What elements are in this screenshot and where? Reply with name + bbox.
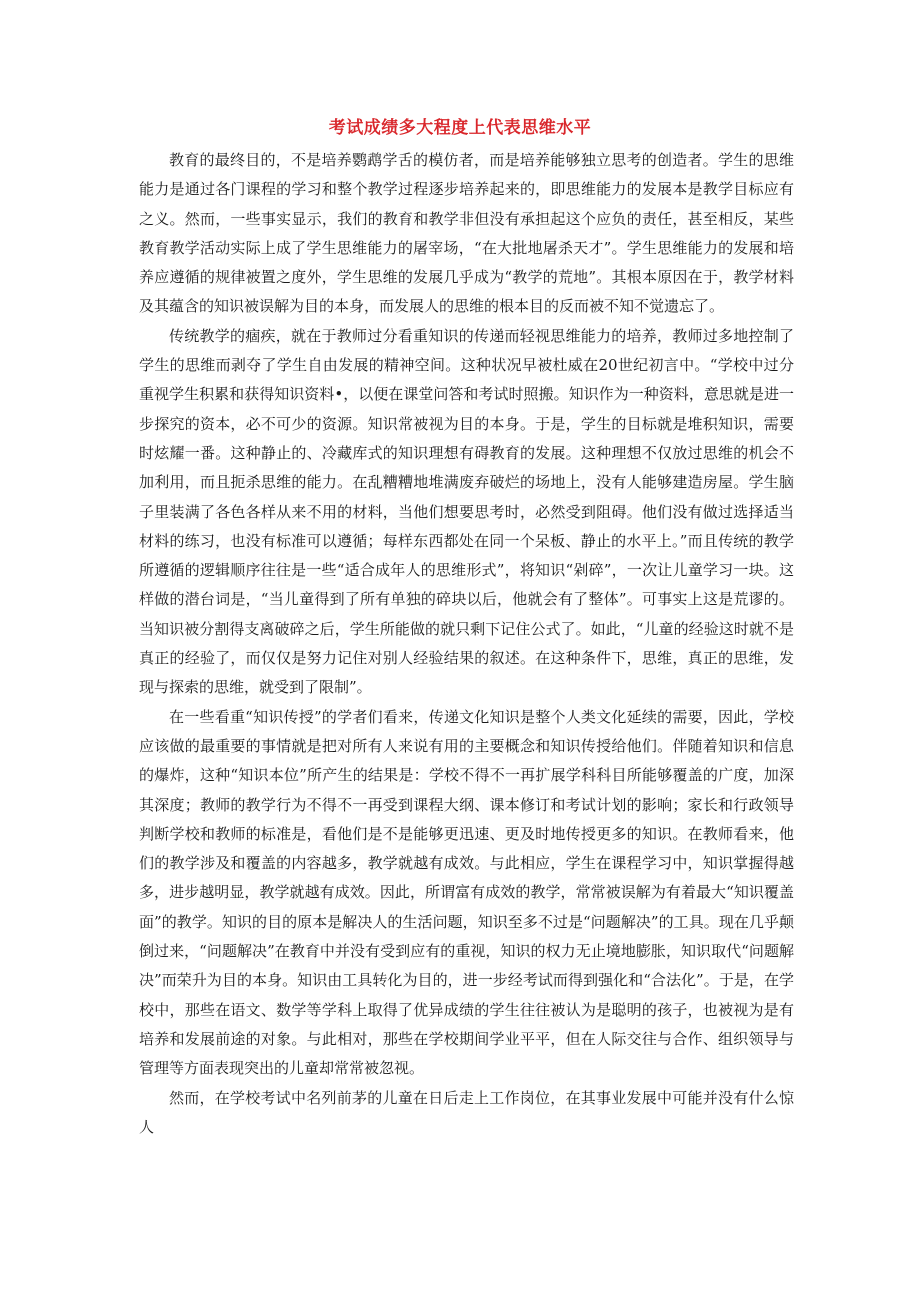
paragraph-2: 传统教学的痼疾，就在于教师过分看重知识的传递而轻视思维能力的培养，教师过多地控制了学生的思维而剥夺了学生自由发展的精神空间。这种状况早被杜威在20世纪初言中。“学校中过分重视学生积累和获得知识资料•，以便在课堂问答和考试时照搬。知识作为一种资料，意思就是进一步探究的资本，必不可少的资源。知识常被视为目的本身。于是，学生的目标就是堆积知识，需要时炫耀一番。这种静止的、冷藏库式的知识理想有碍教育的发展。这种理想不仅放过思维的机会不加利用，而且扼杀思维的能力。在乱糟糟地堆满废弃破烂的场地上，没有人能够建造房屋。学生脑子里装满了各色各样从来不用的材料，当他们想要思考时，必然受到阻碍。他们没有做过选择适当材料的练习，也没有标准可以遵循；每样东西都处在同一个呆板、静止的水平上。”而且传统的教学所遵循的逻辑顺序往往是一些“适合成年人的思维形式”，将知识“剁碎”，一次让儿童学习一块。这样做的潜台词是，“当儿童得到了所有单独的碎块以后，他就会有了整体”。可事实上这是荒谬的。当知识被分割得支离破碎之后，学生所能做的就只剩下记住公式了。如此，“儿童的经验这时就不是真正的经验了，而仅仅是努力记住对别人经验结果的叙述。在这种条件下，思维，真正的思维，发现与探索的思维，就受到了限制”。 — [139, 326, 794, 697]
paragraph-3: 在一些看重“知识传授”的学者们看来，传递文化知识是整个人类文化延续的需要，因此，学校应该做的最重要的事情就是把对所有人来说有用的主要概念和知识传授给他们。伴随着知识和信息的爆炸，这种“知识本位”所产生的结果是：学校不得不一再扩展学科科目所能够覆盖的广度，加深其深度；教师的教学行为不得不一再受到课程大纲、课本修订和考试计划的影响；家长和行政领导判断学校和教师的标准是，看他们是不是能够更迅速、更及时地传授更多的知识。在教师看来，他们的教学涉及和覆盖的内容越多，教学就越有成效。与此相应，学生在课程学习中，知识掌握得越多，进步越明显，教学就越有成效。因此，所谓富有成效的教学，常常被误解为有着最大“知识覆盖面”的教学。知识的目的原本是解决人的生活问题，知识至多不过是“问题解决”的工具。现在几乎颠倒过来，“问题解决”在教育中并没有受到应有的重视，知识的权力无止境地膨胀，知识取代“问题解决”而荣升为目的本身。知识由工具转化为目的，进一步经考试而得到强化和“合法化”。于是，在学校中，那些在语文、数学等学科上取得了优异成绩的学生往往被认为是聪明的孩子，也被视为是有培养和发展前途的对象。与此相对，那些在学校期间学业平平，但在人际交往与合作、组织领导与管理等方面表现突出的儿童却常常被忽视。 — [139, 707, 794, 1078]
document-body — [139, 146, 794, 1142]
paragraph-4: 然而，在学校考试中名列前茅的儿童在日后走上工作岗位，在其事业发展中可能并没有什么惊人 — [139, 1088, 794, 1136]
document-title: 考试成绩多大程度上代表思维水平 — [328, 118, 592, 138]
paragraph-1: 教育的最终目的，不是培养鹦鹉学舌的模仿者，而是培养能够独立思考的创造者。学生的思维能力是通过各门课程的学习和整个教学过程逐步培养起来的，即思维能力的发展本是教学目标应有之义。然而，一些事实显示，我们的教育和教学非但没有承担起这个应负的责任，甚至相反，某些教育教学活动实际上成了学生思维能力的屠宰场，“在大批地屠杀天才”。学生思维能力的发展和培养应遵循的规律被置之度外，学生思维的发展几乎成为“教学的荒地”。其根本原因在于，教学材料及其蕴含的知识被误解为目的本身，而发展人的思维的根本目的反而被不知不觉遗忘了。 — [139, 151, 794, 316]
